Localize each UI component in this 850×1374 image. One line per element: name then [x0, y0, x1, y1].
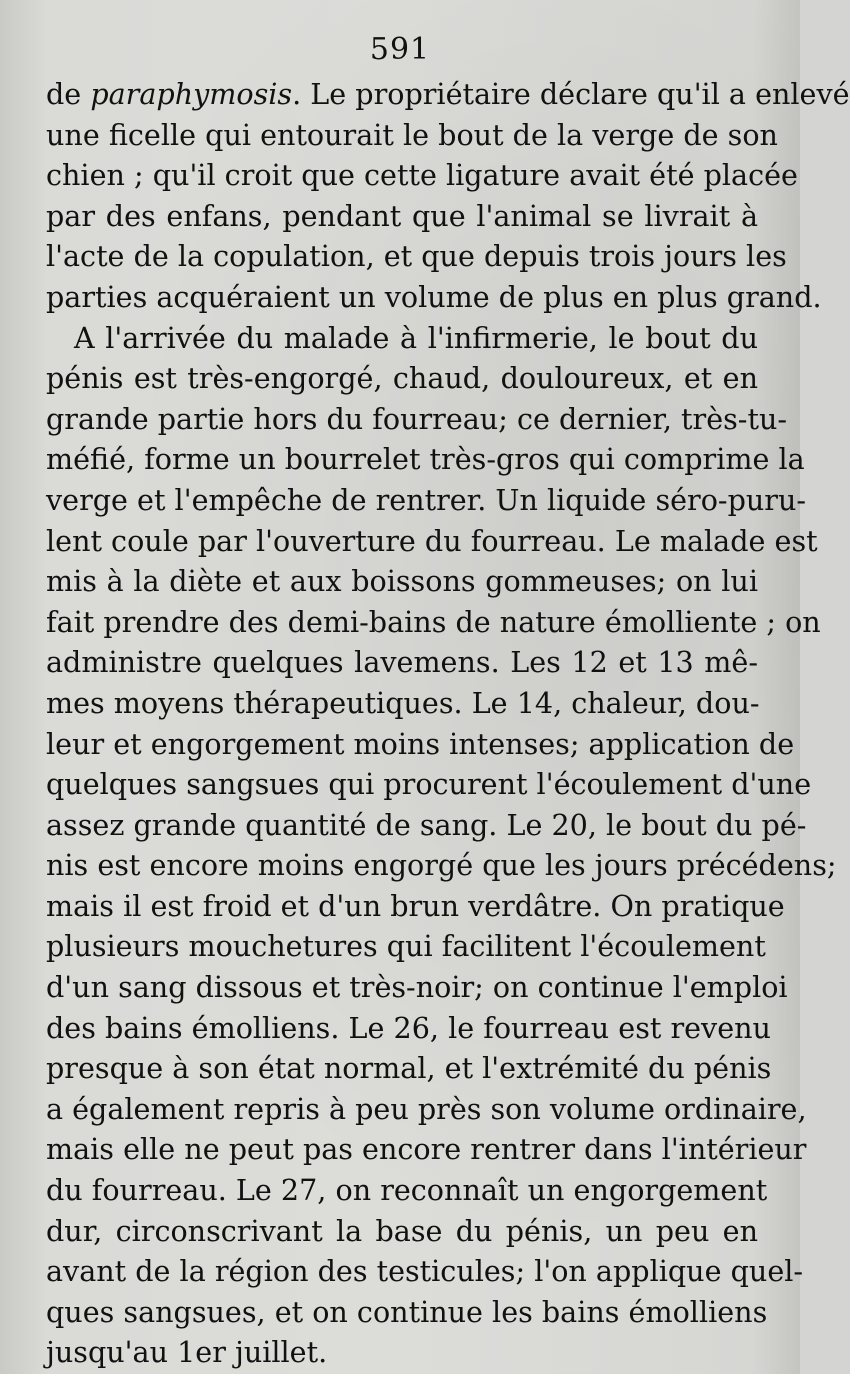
- text-line: presque à son état normal, et l'extrémité du pénis: [46, 1051, 772, 1086]
- italic-term: paraphymosis: [90, 77, 293, 111]
- text-line: mais il est froid et d'un brun verdâtre. On pratique: [46, 888, 785, 923]
- text-line: des bains émolliens. Le 26, le fourreau est revenu: [46, 1010, 771, 1045]
- text-line: ques sangsues, et on continue les bains émolliens: [46, 1294, 768, 1329]
- text-line: lent coule par l'ouverture du fourreau. Le malade est: [46, 523, 818, 558]
- text-line: a également repris à peu près son volume ordinaire,: [46, 1091, 807, 1126]
- text-line: mes moyens thérapeutiques. Le 14, chaleur, dou-: [46, 685, 760, 720]
- text-line: une ficelle qui entourait le bout de la verge de son: [46, 117, 778, 152]
- text-line: parties acquéraient un volume de plus en plus grand.: [46, 279, 822, 314]
- text-line: par des enfans, pendant que l'animal se livrait à: [46, 198, 758, 233]
- text-line: d'un sang dissous et très-noir; on continue l'emploi: [46, 970, 788, 1005]
- text-line: pénis est très-engorgé, chaud, douloureux, et en: [46, 361, 758, 396]
- text-line: de paraphymosis. Le propriétaire déclare qu'il a enlevé: [46, 77, 850, 111]
- text-line: dur, circonscrivant la base du pénis, un peu en: [46, 1213, 758, 1248]
- text-line: avant de la région des testicules; l'on applique quel-: [46, 1254, 804, 1289]
- text-line: grande partie hors du fourreau; ce dernier, très-tu-: [46, 401, 788, 436]
- text-line: leur et engorgement moins intenses; application de: [46, 726, 795, 761]
- body-text: [46, 74, 850, 1373]
- text-line: nis est encore moins engorgé que les jours précédens;: [46, 848, 837, 883]
- text-line: administre quelques lavemens. Les 12 et 13 mê-: [46, 645, 758, 680]
- text-line: mis à la diète et aux boissons gommeuses; on lui: [46, 564, 758, 599]
- text-line: mais elle ne peut pas encore rentrer dans l'intérieur: [46, 1132, 807, 1167]
- text-line: chien ; qu'il croit que cette ligature avait été placée: [46, 158, 798, 193]
- text-line: quelques sangsues qui procurent l'écoulement d'une: [46, 767, 812, 802]
- page-number: 591: [369, 32, 431, 67]
- text-line: du fourreau. Le 27, on reconnaît un engorgement: [46, 1173, 768, 1208]
- text-line: jusqu'au 1er juillet.: [46, 1335, 328, 1370]
- text-line: plusieurs mouchetures qui facilitent l'écoulement: [46, 929, 766, 964]
- text-line: A l'arrivée du malade à l'infirmerie, le bout du: [74, 320, 758, 355]
- text-line: l'acte de la copulation, et que depuis trois jours les: [46, 239, 787, 274]
- text-line: assez grande quantité de sang. Le 20, le bout du pé-: [46, 807, 807, 842]
- text-line: méfié, forme un bourrelet très-gros qui comprime la: [46, 442, 805, 477]
- text-line: fait prendre des demi-bains de nature émolliente ; on: [46, 604, 821, 639]
- text-line: verge et l'empêche de rentrer. Un liquide séro-puru-: [46, 482, 807, 517]
